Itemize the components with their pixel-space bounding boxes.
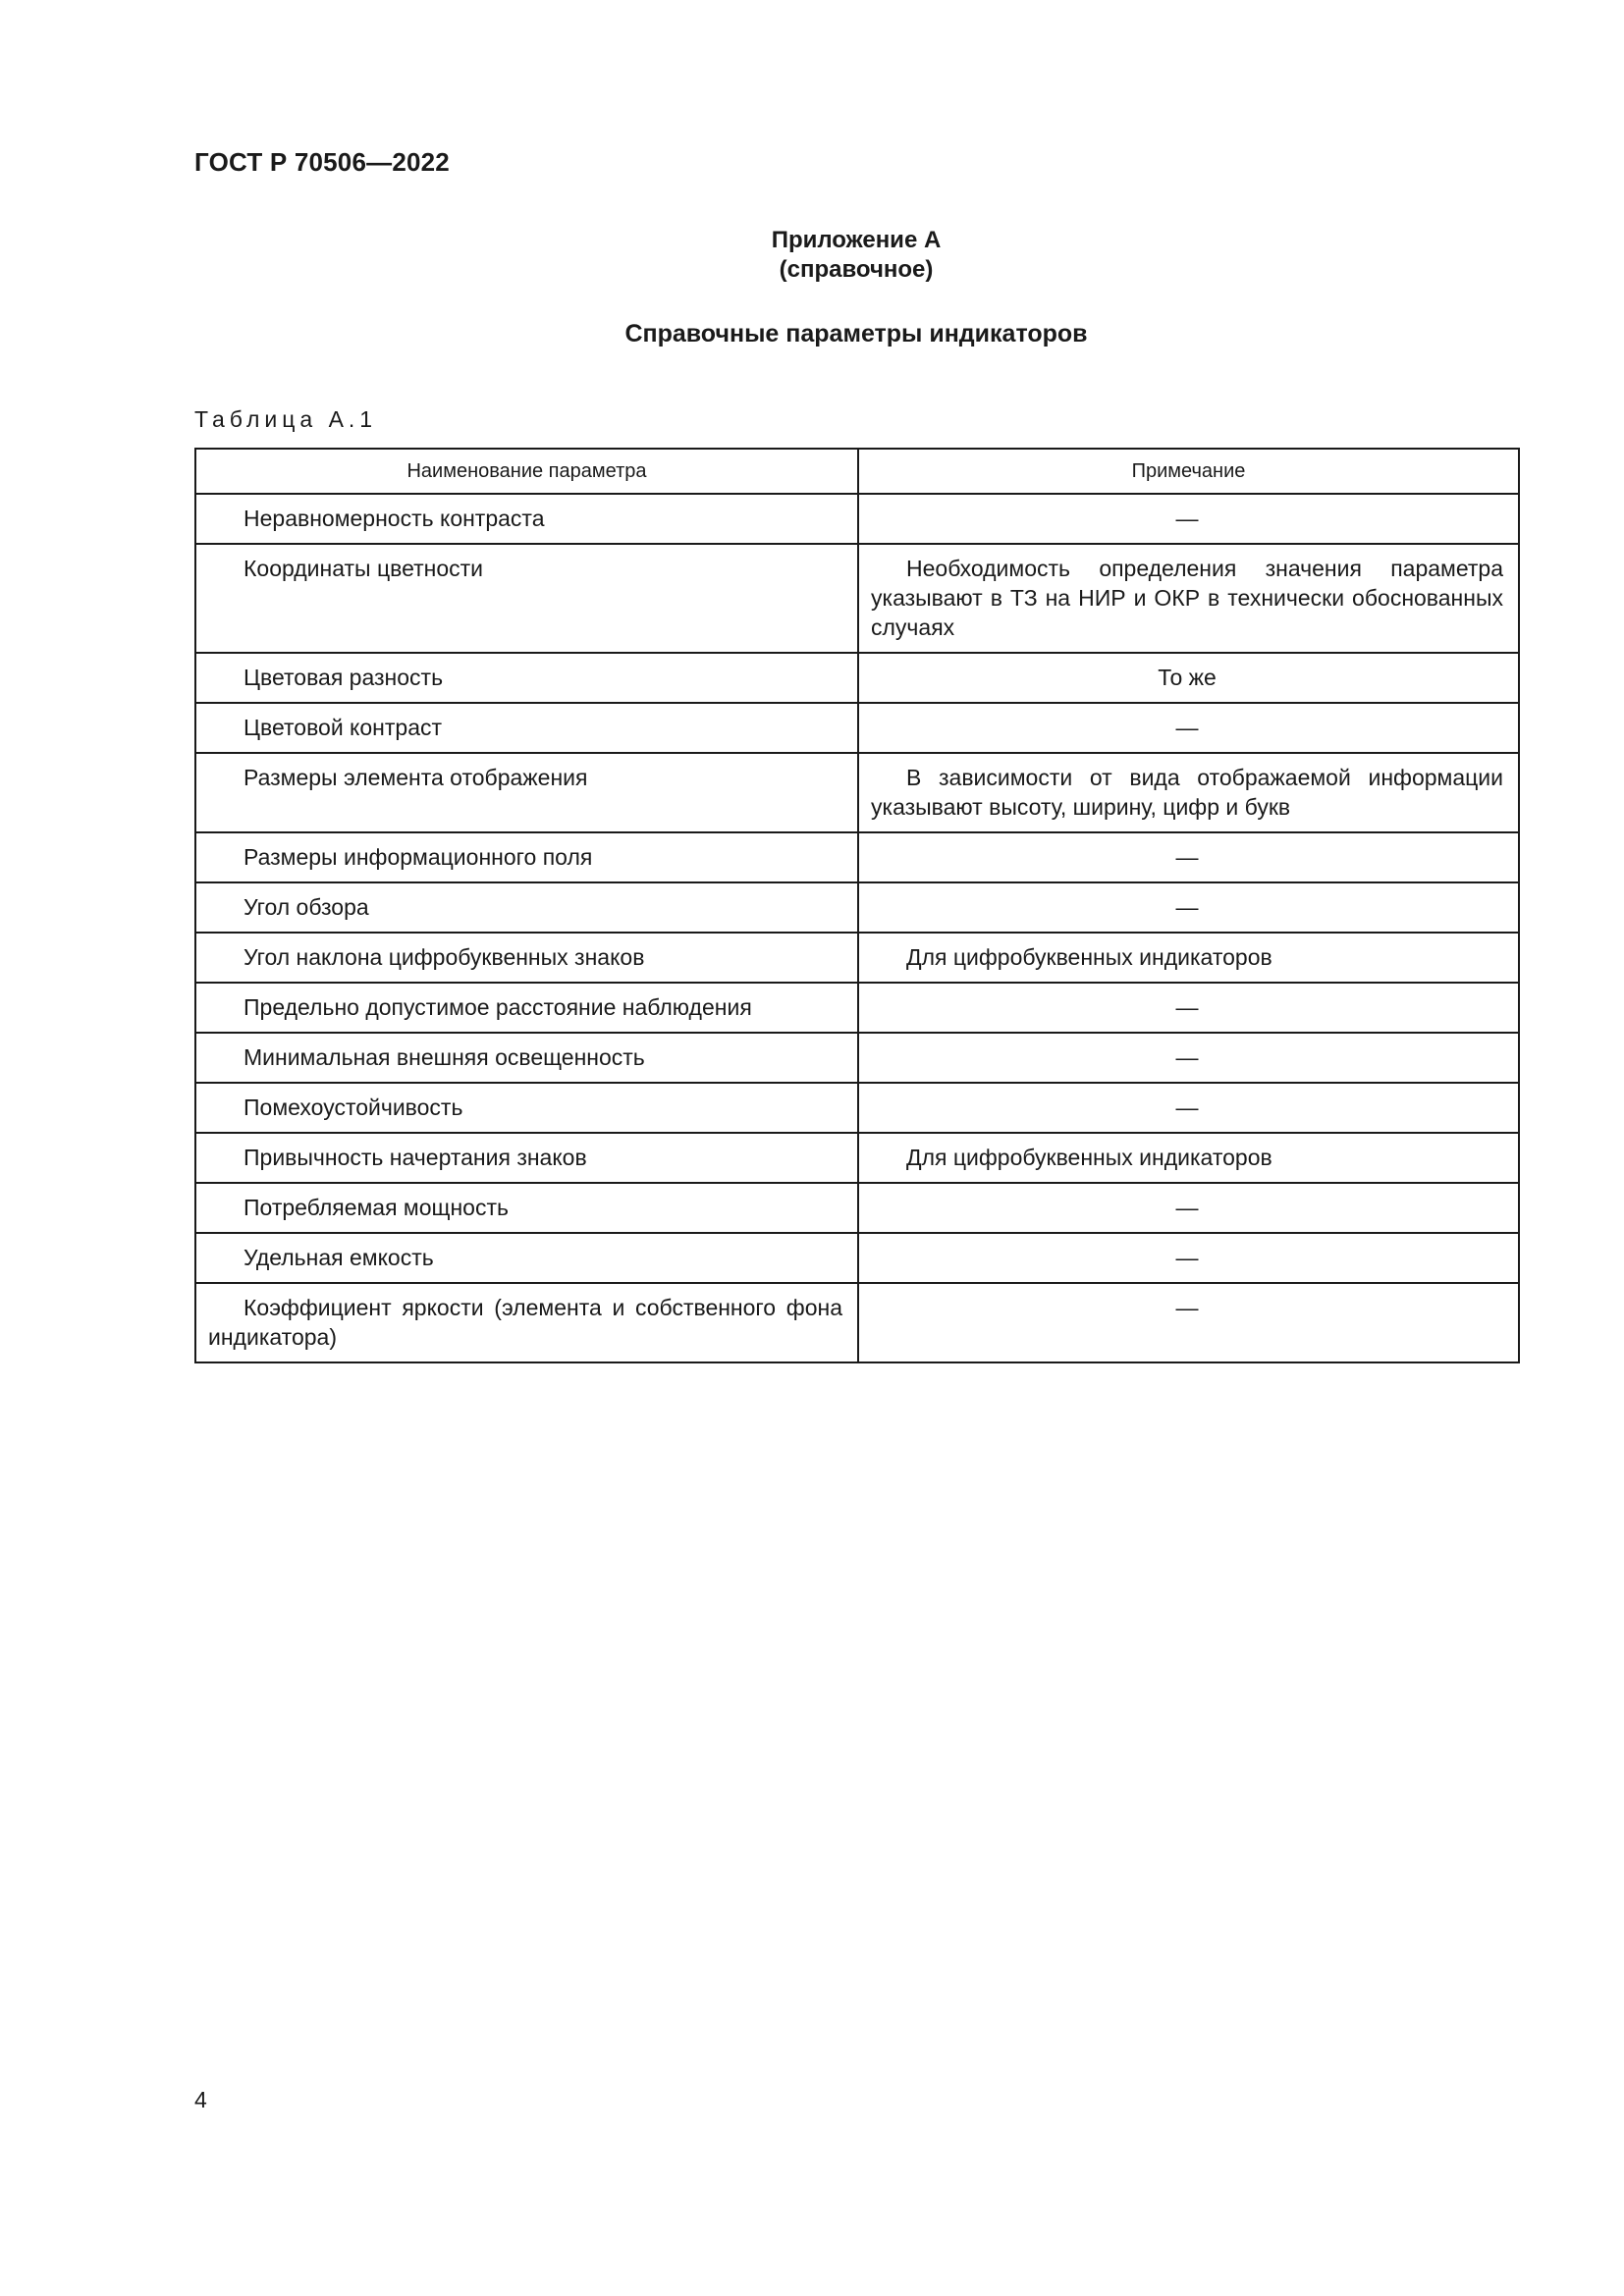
column-header-parameter: Наименование параметра bbox=[195, 449, 858, 494]
parameter-name-cell: Помехоустойчивость bbox=[195, 1083, 858, 1133]
annex-subtitle: (справочное) bbox=[779, 256, 934, 283]
note-cell: — bbox=[858, 983, 1519, 1033]
note-cell: Для цифробуквенных индикаторов bbox=[858, 1133, 1519, 1183]
parameter-name-cell: Угол наклона цифробуквенных знаков bbox=[195, 933, 858, 983]
table-row bbox=[195, 1233, 1519, 1283]
parameter-name-cell: Размеры информационного поля bbox=[195, 832, 858, 882]
note-cell: — bbox=[858, 1233, 1519, 1283]
column-header-note: Примечание bbox=[858, 449, 1519, 494]
note-cell: — bbox=[858, 703, 1519, 753]
note-cell: — bbox=[858, 1283, 1519, 1362]
table-row bbox=[195, 832, 1519, 882]
parameter-name-cell: Минимальная внешняя освещенность bbox=[195, 1033, 858, 1083]
section-title: Справочные параметры индикаторов bbox=[624, 320, 1088, 347]
table-row bbox=[195, 703, 1519, 753]
table-row bbox=[195, 1183, 1519, 1233]
parameter-name-cell: Цветовая разность bbox=[195, 653, 858, 703]
table-row bbox=[195, 933, 1519, 983]
parameter-name-cell: Размеры элемента отображения bbox=[195, 753, 858, 832]
parameter-name-cell: Потребляемая мощность bbox=[195, 1183, 858, 1233]
note-cell: — bbox=[858, 1033, 1519, 1083]
note-cell: — bbox=[858, 1083, 1519, 1133]
table-row bbox=[195, 1283, 1519, 1362]
annex-title: Приложение А bbox=[771, 227, 942, 253]
parameter-name-cell: Удельная емкость bbox=[195, 1233, 858, 1283]
note-cell: — bbox=[858, 882, 1519, 933]
table-row bbox=[195, 983, 1519, 1033]
note-cell: То же bbox=[858, 653, 1519, 703]
parameter-name-cell: Угол обзора bbox=[195, 882, 858, 933]
table-body bbox=[195, 494, 1519, 1362]
parameter-name-cell: Предельно допустимое расстояние наблюдения bbox=[195, 983, 858, 1033]
table-row bbox=[195, 1033, 1519, 1083]
note-cell: — bbox=[858, 832, 1519, 882]
note-cell: В зависимости от вида отображаемой информации указывают высоту, ширину, цифр и букв bbox=[858, 753, 1519, 832]
table-row bbox=[195, 1083, 1519, 1133]
table-row bbox=[195, 882, 1519, 933]
parameter-name-cell: Привычность начертания знаков bbox=[195, 1133, 858, 1183]
document-code: ГОСТ Р 70506—2022 bbox=[194, 147, 450, 177]
parameter-name-cell: Координаты цветности bbox=[195, 544, 858, 653]
note-cell: — bbox=[858, 1183, 1519, 1233]
parameter-name-cell: Неравномерность контраста bbox=[195, 494, 858, 544]
note-cell: Для цифробуквенных индикаторов bbox=[858, 933, 1519, 983]
annex-heading bbox=[194, 226, 1518, 285]
parameter-name-cell: Цветовой контраст bbox=[195, 703, 858, 753]
table-row bbox=[195, 494, 1519, 544]
parameters-table bbox=[194, 448, 1520, 1363]
table-row bbox=[195, 544, 1519, 653]
note-cell: — bbox=[858, 494, 1519, 544]
table-header-row bbox=[195, 449, 1519, 494]
parameter-name-cell: Коэффициент яркости (элемента и собственного фона индикатора) bbox=[195, 1283, 858, 1362]
note-cell: Необходимость определения значения параметра указывают в ТЗ на НИР и ОКР в технически обоснованных случаях bbox=[858, 544, 1519, 653]
table-row bbox=[195, 753, 1519, 832]
table-row bbox=[195, 1133, 1519, 1183]
table-caption: Таблица А.1 bbox=[194, 406, 378, 432]
table-row bbox=[195, 653, 1519, 703]
page-number: 4 bbox=[194, 2087, 207, 2112]
